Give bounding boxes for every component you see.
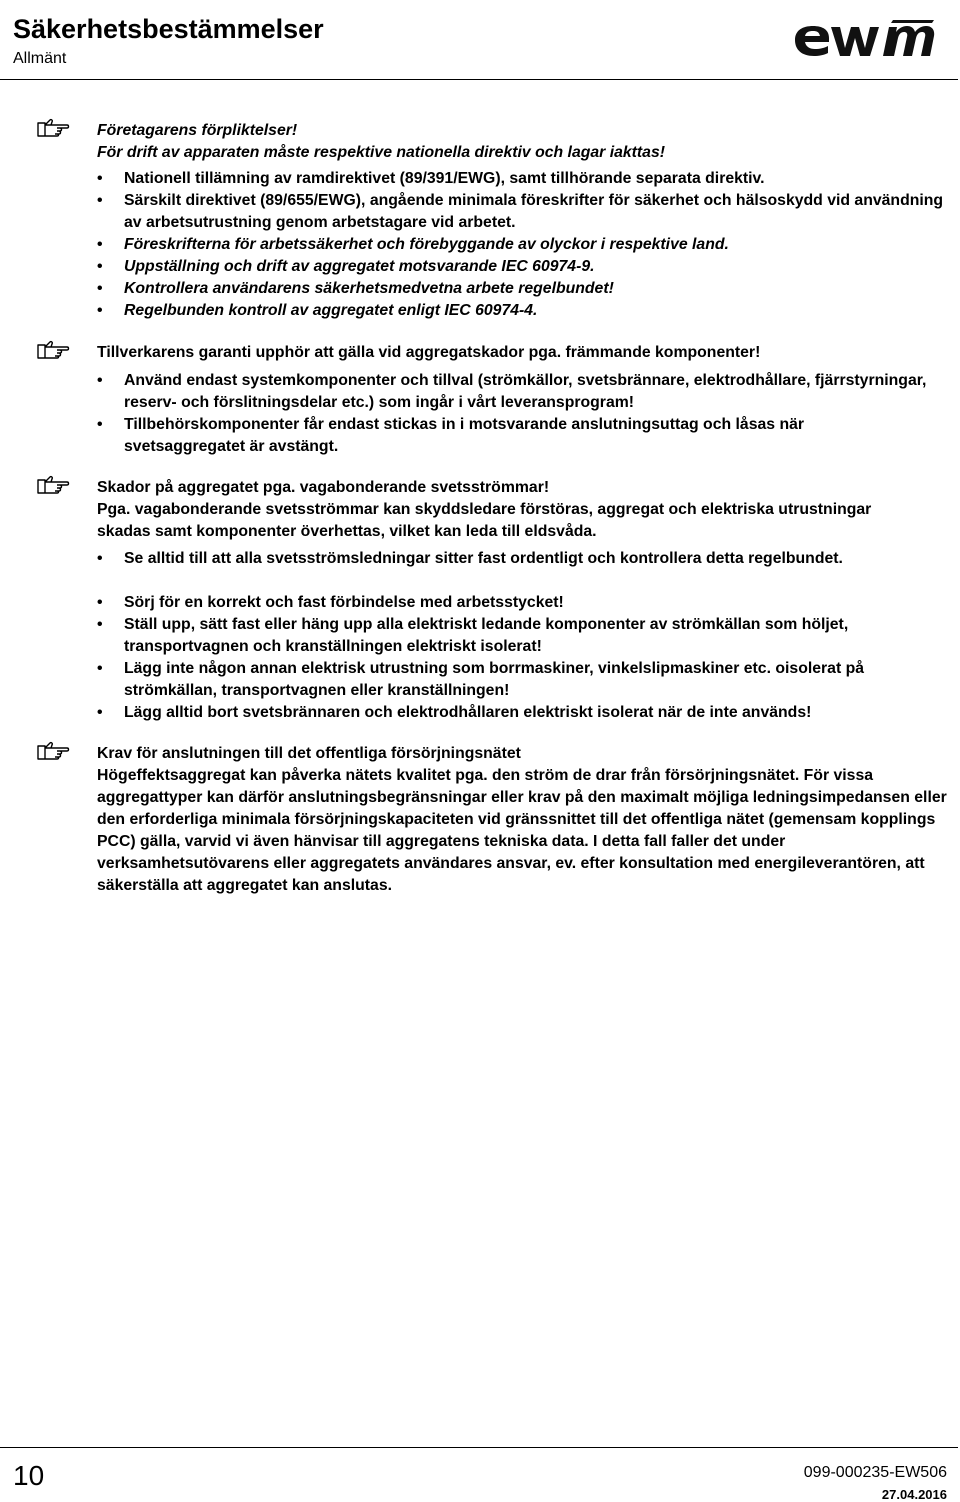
page-number: 10	[13, 1460, 45, 1491]
bullet-marker: •	[97, 192, 103, 209]
note-text: För drift av apparaten måste respektive nationella direktiv och lagar iakttas!	[97, 144, 666, 161]
pointing-hand-icon	[37, 118, 71, 138]
pointing-hand-icon	[37, 741, 71, 761]
bullet-marker: •	[97, 372, 103, 389]
list-item: Särskilt direktivet (89/655/EWG), angående minimala föreskrifter för säkerhet och hälsoskydd vid användning av arbetsutrustning genom arbetstagare vid arbetet.	[124, 192, 944, 231]
bullet-marker: •	[97, 280, 103, 297]
note-heading: Krav för anslutningen till det offentliga försörjningsnätet	[97, 745, 521, 762]
bullet-marker: •	[97, 302, 103, 319]
ewm-logo	[793, 18, 937, 58]
page-subtitle: Allmänt	[13, 50, 67, 67]
list-item: Ställ upp, sätt fast eller häng upp alla elektriskt ledande komponenter av strömkällan som höljet, transportvagnen och kranställningen elektriskt isolerat!	[124, 616, 849, 655]
list-item: Lägg inte någon annan elektrisk utrustning som borrmaskiner, vinkelslipmaskiner etc. oisolerat på strömkällan, transportvagnen eller kranställningen!	[124, 660, 865, 699]
list-item: Nationell tillämning av ramdirektivet (89/391/EWG), samt tillhörande separata direktiv.	[124, 170, 765, 187]
bullet-marker: •	[97, 258, 103, 275]
list-item: Lägg alltid bort svetsbrännaren och elektrodhållaren elektriskt isolerat när de inte används!	[124, 704, 812, 721]
list-item: Föreskrifterna för arbetssäkerhet och förebyggande av olyckor i respektive land.	[124, 236, 729, 253]
footer-rule	[0, 1447, 958, 1448]
bullet-marker: •	[97, 170, 103, 187]
note-heading: Skador på aggregatet pga. vagabonderande svetsströmmar!	[97, 479, 550, 496]
pointing-hand-icon	[37, 475, 71, 495]
note-text: Pga. vagabonderande svetsströmmar kan skyddsledare förstöras, aggregat och elektriska utrustningar skadas samt komponenter överhettas, vilket kan leda till eldsvåda.	[97, 501, 872, 540]
document-date: 27.04.2016	[881, 1487, 947, 1502]
note-heading: Tillverkarens garanti upphör att gälla vid aggregatskador pga. främmande komponenter!	[97, 344, 761, 361]
list-item: Se alltid till att alla svetsströmsledningar sitter fast ordentligt och kontrollera detta regelbundet.	[124, 550, 843, 567]
bullet-marker: •	[97, 550, 103, 567]
pointing-hand-icon	[37, 340, 71, 360]
bullet-marker: •	[97, 594, 103, 611]
bullet-marker: •	[97, 660, 103, 677]
document-number: 099-000235-EW506	[803, 1464, 947, 1481]
bullet-marker: •	[97, 236, 103, 253]
list-item: Använd endast systemkomponenter och tillval (strömkällor, svetsbrännare, elektrodhållare, fjärrstyrningar, reserv- och förslitningsdelar etc.) som ingår i vårt leveransprogram!	[124, 372, 927, 411]
list-item: Regelbunden kontroll av aggregatet enligt IEC 60974-4.	[124, 302, 538, 319]
bullet-marker: •	[97, 616, 103, 633]
page-title: Säkerhetsbestämmelser	[13, 14, 324, 44]
note-heading: Företagarens förpliktelser!	[97, 122, 298, 139]
bullet-marker: •	[97, 704, 103, 721]
bullet-marker: •	[97, 416, 103, 433]
list-item: Sörj för en korrekt och fast förbindelse med arbetsstycket!	[124, 594, 564, 611]
page-header	[0, 0, 960, 80]
list-item: Kontrollera användarens säkerhetsmedvetna arbete regelbundet!	[124, 280, 614, 297]
list-item: Uppställning och drift av aggregatet motsvarande IEC 60974-9.	[124, 258, 595, 275]
list-item: Tillbehörskomponenter får endast stickas in i motsvarande anslutningsuttag och låsas när svetsaggregatet är avstängt.	[124, 416, 805, 455]
note-text: Högeffektsaggregat kan påverka nätets kvalitet pga. den ström de drar från försörjningsnätet. För vissa aggregattyper kan därför anslutningsbegränsningar eller krav på den maximalt möjliga ledningsimpedansen eller den erforderliga minimala försörjningskapaciteten vid gränssnittet till det offentliga nätet (gemensam kopplings PCC) gälla, varvid vi även hänvisar till aggregatens tekniska data. I detta fall faller det under verksamhetsutövarens eller aggregatets användares ansvar, ev. efter konsultation med energileverantören, att säkerställa att aggregatet kan anslutas.	[97, 767, 947, 894]
header-rule	[0, 79, 958, 80]
